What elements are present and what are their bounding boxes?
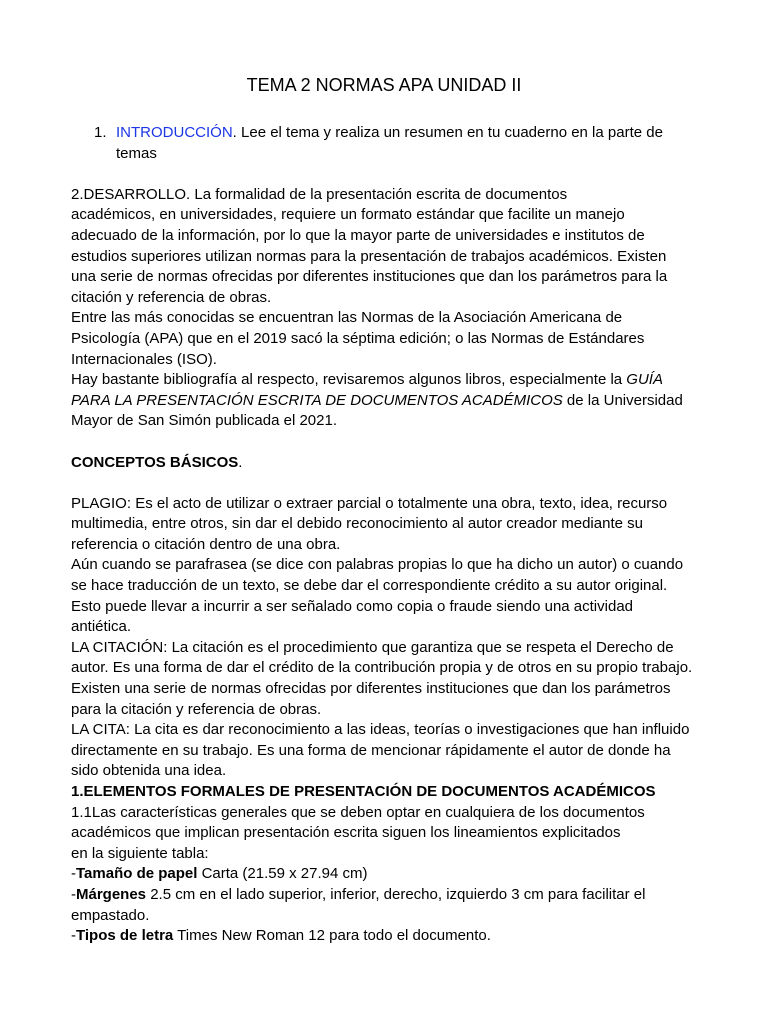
desarrollo-paragraph-2: Entre las más conocidas se encuentran las Normas de la Asociación Americana de Psicología (APA) que en el 2019 sacó la séptima edición; o las Normas de Estándares Internacionales (ISO). (71, 309, 645, 368)
page-title: TEMA 2 NORMAS APA UNIDAD II (246, 75, 522, 95)
intro-text-1: . Lee el tema y realiza un resumen en tu cuaderno en la parte de (232, 124, 663, 141)
intro-text-2: temas (116, 144, 157, 162)
conceptos-heading: CONCEPTOS BÁSICOS. (71, 453, 243, 471)
list-number: 1. (94, 124, 107, 141)
elementos-paragraph: 1.1Las características generales que se deben optar en cualquiera de los documentos académicos que implican presentación escrita siguen los lineamientos explicitados en la siguiente tabla: (71, 803, 645, 862)
guide-title-italic-2: PARA LA PRESENTACIÓN ESCRITA DE DOCUMENTOS ACADÉMICOS (71, 391, 563, 409)
letra-item: -Tipos de letra Times New Roman 12 para todo el documento. (71, 927, 491, 945)
intro-list-item (71, 123, 698, 164)
guide-title-italic: GUÍA (626, 371, 663, 389)
desarrollo-paragraph-1: 2.DESARROLLO. La formalidad de la presentación escrita de documentos académicos, en universidades, requiere un formato estándar que facilite un manejo adecuado de la información, por lo que la mayor parte de universidades e institutos de estudios superiores utilizan normas para la presentación de trabajos académicos. Existen una serie de normas ofrecidas por diferentes instituciones que dan los parámetros para la citación y referencia de obras. (71, 185, 668, 306)
desarrollo-paragraph-3: Hay bastante bibliografía al respecto, revisaremos algunos libros, especialmente la GUÍA PARA LA PRESENTACIÓN ESCRITA DE DOCUMENTOS ACADÉMICOS de la Universidad Mayor de San Simón publicada el 2021. (71, 371, 683, 430)
margenes-item: -Márgenes 2.5 cm en el lado superior, inferior, derecho, izquierdo 3 cm para facilitar el empastado. (71, 885, 646, 924)
papel-item: -Tamaño de papel Carta (21.59 x 27.94 cm) (71, 865, 368, 883)
document-body (71, 123, 698, 947)
elementos-heading: 1.ELEMENTOS FORMALES DE PRESENTACIÓN DE DOCUMENTOS ACADÉMICOS (71, 783, 656, 800)
intro-label: INTRODUCCIÓN (116, 124, 233, 141)
definitions-paragraph: PLAGIO: Es el acto de utilizar o extraer parcial o totalmente una obra, texto, idea, recurso multimedia, entre otros, sin dar el debido reconocimiento al autor creador mediante su referencia o citación dentro de una obra. Aún cuando se parafrasea (se dice con palabras propias lo que ha dicho un autor) o cuando se hace traducción de un texto, se debe dar el correspondiente crédito a su autor original. Esto puede llevar a incurrir a ser señalado como copia o fraude siendo una actividad antiética. LA CITACIÓN: La citación es el procedimiento que garantiza que se respeta el Derecho de autor. Es una forma de dar el crédito de la contribución propia y de otros en su propio trabajo. Existen una serie de normas ofrecidas por diferentes instituciones que dan los parámetros para la citación y referencia de obras. LA CITA: La cita es dar reconocimiento a las ideas, teorías o investigaciones que han influido directamente en su trabajo. Es una forma de mencionar rápidamente el autor de donde ha sido obtenida una idea. (71, 494, 693, 780)
